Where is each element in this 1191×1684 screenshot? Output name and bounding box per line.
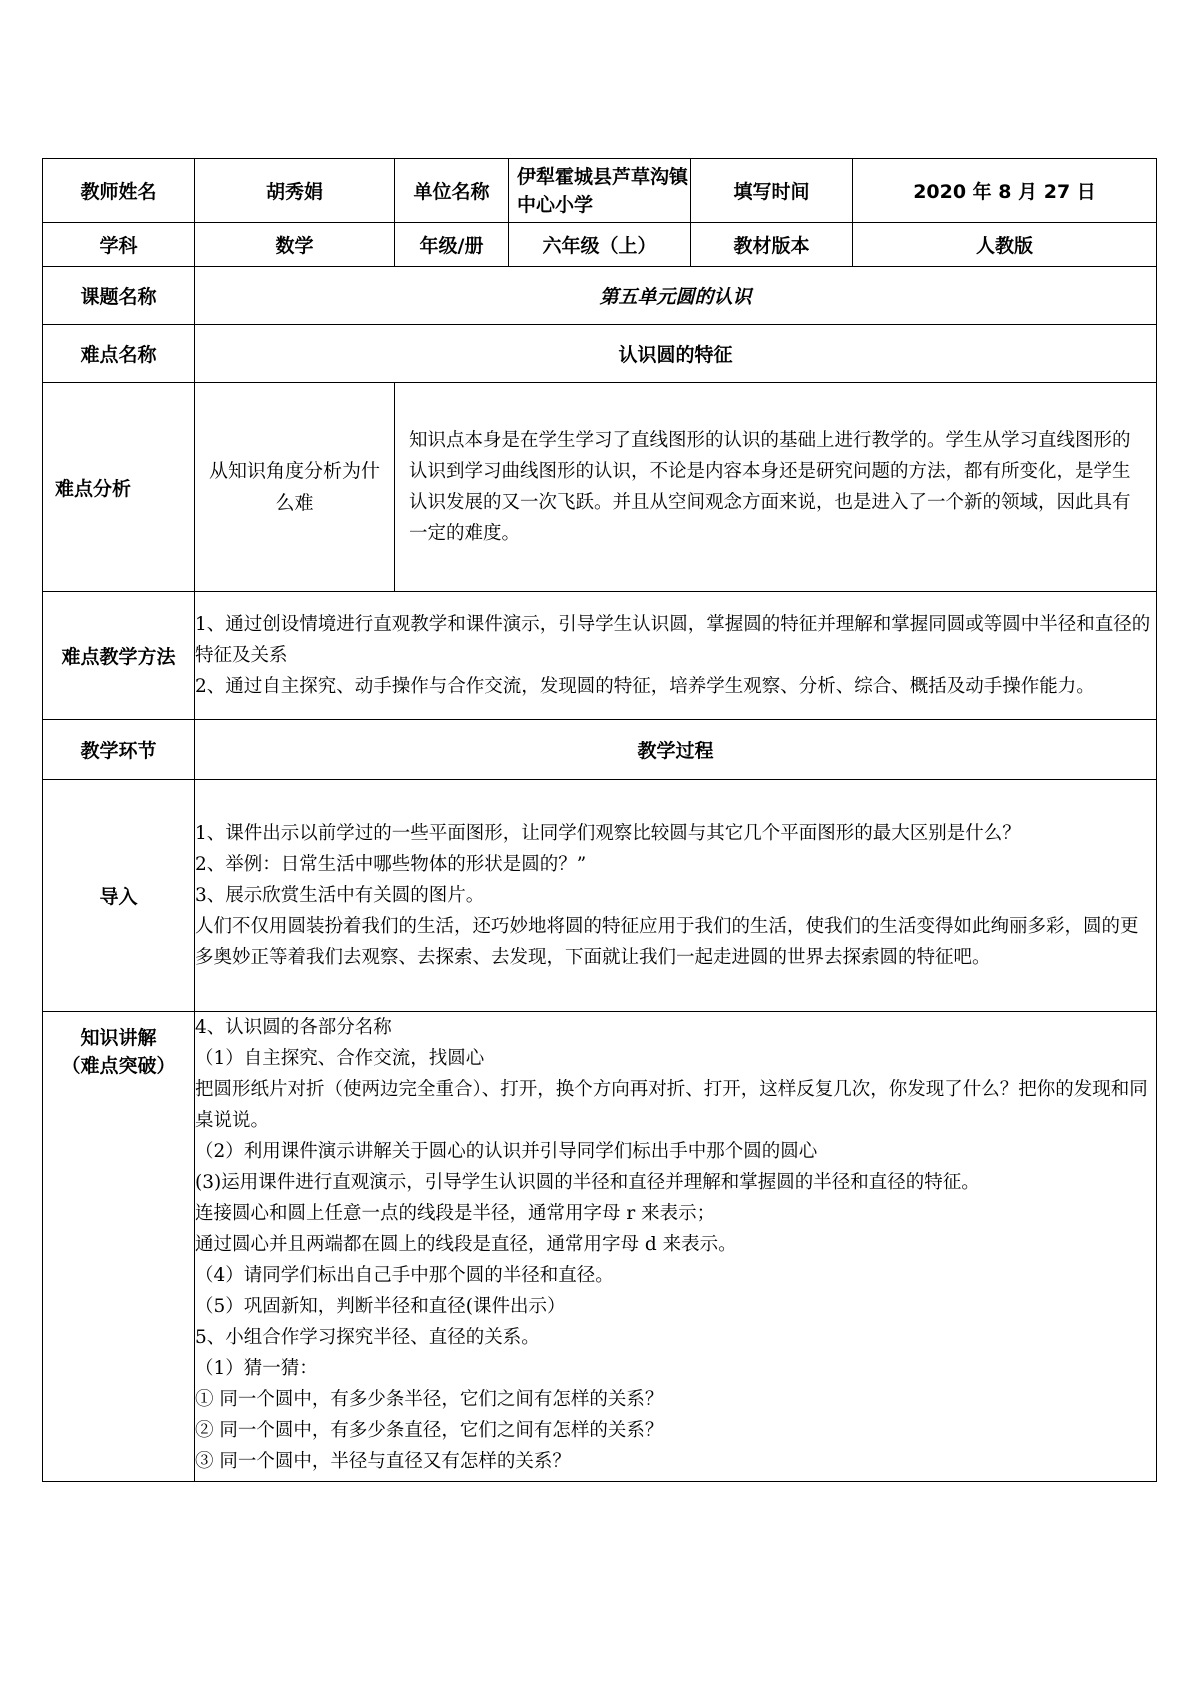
date-label: 填写时间 [691,159,853,223]
intro-line: 人们不仅用圆装扮着我们的生活，还巧妙地将圆的特征应用于我们的生活，使我们的生活变得如此绚丽多彩，圆的更多奥妙正等着我们去观察、去探索、去发现，下面就让我们一起走进圆的世界去探索圆的特征吧。 [195,916,1139,968]
knowledge-line: （2）利用课件演示讲解关于圆心的认识并引导同学们标出手中那个圆的圆心 [195,1141,818,1162]
intro-line: 3、展示欣赏生活中有关圆的图片。 [195,885,485,906]
analysis-label: 难点分析 [43,383,195,592]
method-line: 2、通过自主探究、动手操作与合作交流，发现圆的特征，培养学生观察、分析、综合、概括及动手操作能力。 [195,676,1095,697]
knowledge-line: ③ 同一个圆中，半径与直径又有怎样的关系？ [195,1451,571,1472]
subject-label: 学科 [43,223,195,267]
intro-label: 导入 [43,780,195,1012]
analysis-question: 从知识角度分析为什么难 [195,383,395,591]
knowledge-line: ① 同一个圆中，有多少条半径，它们之间有怎样的关系？ [195,1389,664,1410]
topic-label: 课题名称 [43,267,195,325]
knowledge-label-line1: 知识讲解 [80,1027,157,1049]
method-row [43,592,1157,720]
method-line: 1、通过创设情境进行直观教学和课件演示，引导学生认识圆，掌握圆的特征并理解和掌握同圆或等圆中半径和直径的特征及关系 [195,614,1151,666]
knowledge-line: （4）请同学们标出自己手中那个圆的半径和直径。 [195,1265,614,1286]
knowledge-line: 通过圆心并且两端都在圆上的线段是直径，通常用字母 d 来表示。 [195,1234,737,1255]
intro-line: 1、课件出示以前学过的一些平面图形，让同学们观察比较圆与其它几个平面图形的最大区别是什么？ [195,823,1021,844]
knowledge-line: （5）巩固新知，判断半径和直径(课件出示） [195,1296,566,1317]
knowledge-line: 5、小组合作学习探究半径、直径的关系。 [195,1327,540,1348]
knowledge-label-line2: （难点突破） [61,1055,176,1077]
knowledge-line: 把圆形纸片对折（使两边完全重合）、打开，换个方向再对折、打开，这样反复几次，你发现了什么？把你的发现和同桌说说。 [195,1079,1148,1131]
knowledge-line: （1）自主探究、合作交流，找圆心 [195,1048,485,1069]
knowledge-content [195,1012,1157,1482]
topic-row [43,267,1157,325]
knowledge-row [43,1012,1157,1482]
process-stage-label: 教学环节 [43,720,195,780]
knowledge-line: 4、认识圆的各部分名称 [195,1017,392,1038]
teacher-label: 教师姓名 [43,159,195,223]
difficulty-row [43,325,1157,383]
knowledge-line: （1）猜一猜： [195,1358,318,1379]
unit-label: 单位名称 [395,159,509,223]
header-row-2 [43,223,1157,267]
intro-content [195,780,1157,1012]
unit-name: 伊犁霍城县芦草沟镇中心小学 [509,159,691,223]
method-label: 难点教学方法 [43,592,195,720]
difficulty-label: 难点名称 [43,325,195,383]
grade-label: 年级/册 [395,223,509,267]
analysis-row [43,383,1157,592]
subject-value: 数学 [195,223,395,267]
grade-value: 六年级（上） [509,223,691,267]
knowledge-label [43,1012,195,1482]
edition-value: 人教版 [853,223,1157,267]
knowledge-line: 连接圆心和圆上任意一点的线段是半径，通常用字母 r 来表示； [195,1203,716,1224]
analysis-cell [195,383,1157,592]
process-header-row [43,720,1157,780]
lesson-plan-sheet [42,158,1156,1482]
teacher-name: 胡秀娟 [195,159,395,223]
method-content [195,592,1157,720]
knowledge-line: ② 同一个圆中，有多少条直径，它们之间有怎样的关系？ [195,1420,664,1441]
analysis-answer: 知识点本身是在学生学习了直线图形的认识的基础上进行教学的。学生从学习直线图形的认识到学习曲线图形的认识，不论是内容本身还是研究问题的方法，都有所变化，是学生认识发展的又一次飞跃。并且从空间观念方面来说，也是进入了一个新的领域，因此具有一定的难度。 [409,430,1131,544]
date-value: 2020 年 8 月 27 日 [853,159,1157,223]
difficulty-value: 认识圆的特征 [195,325,1157,383]
header-row-1 [43,159,1157,223]
lesson-plan-table [42,158,1157,1482]
topic-value: 第五单元圆的认识 [195,267,1157,325]
intro-row [43,780,1157,1012]
intro-line: 2、举例：日常生活中哪些物体的形状是圆的？” [195,854,587,875]
knowledge-line: (3)运用课件进行直观演示，引导学生认识圆的半径和直径并理解和掌握圆的半径和直径的特征。 [195,1172,980,1193]
process-label: 教学过程 [195,720,1157,780]
edition-label: 教材版本 [691,223,853,267]
